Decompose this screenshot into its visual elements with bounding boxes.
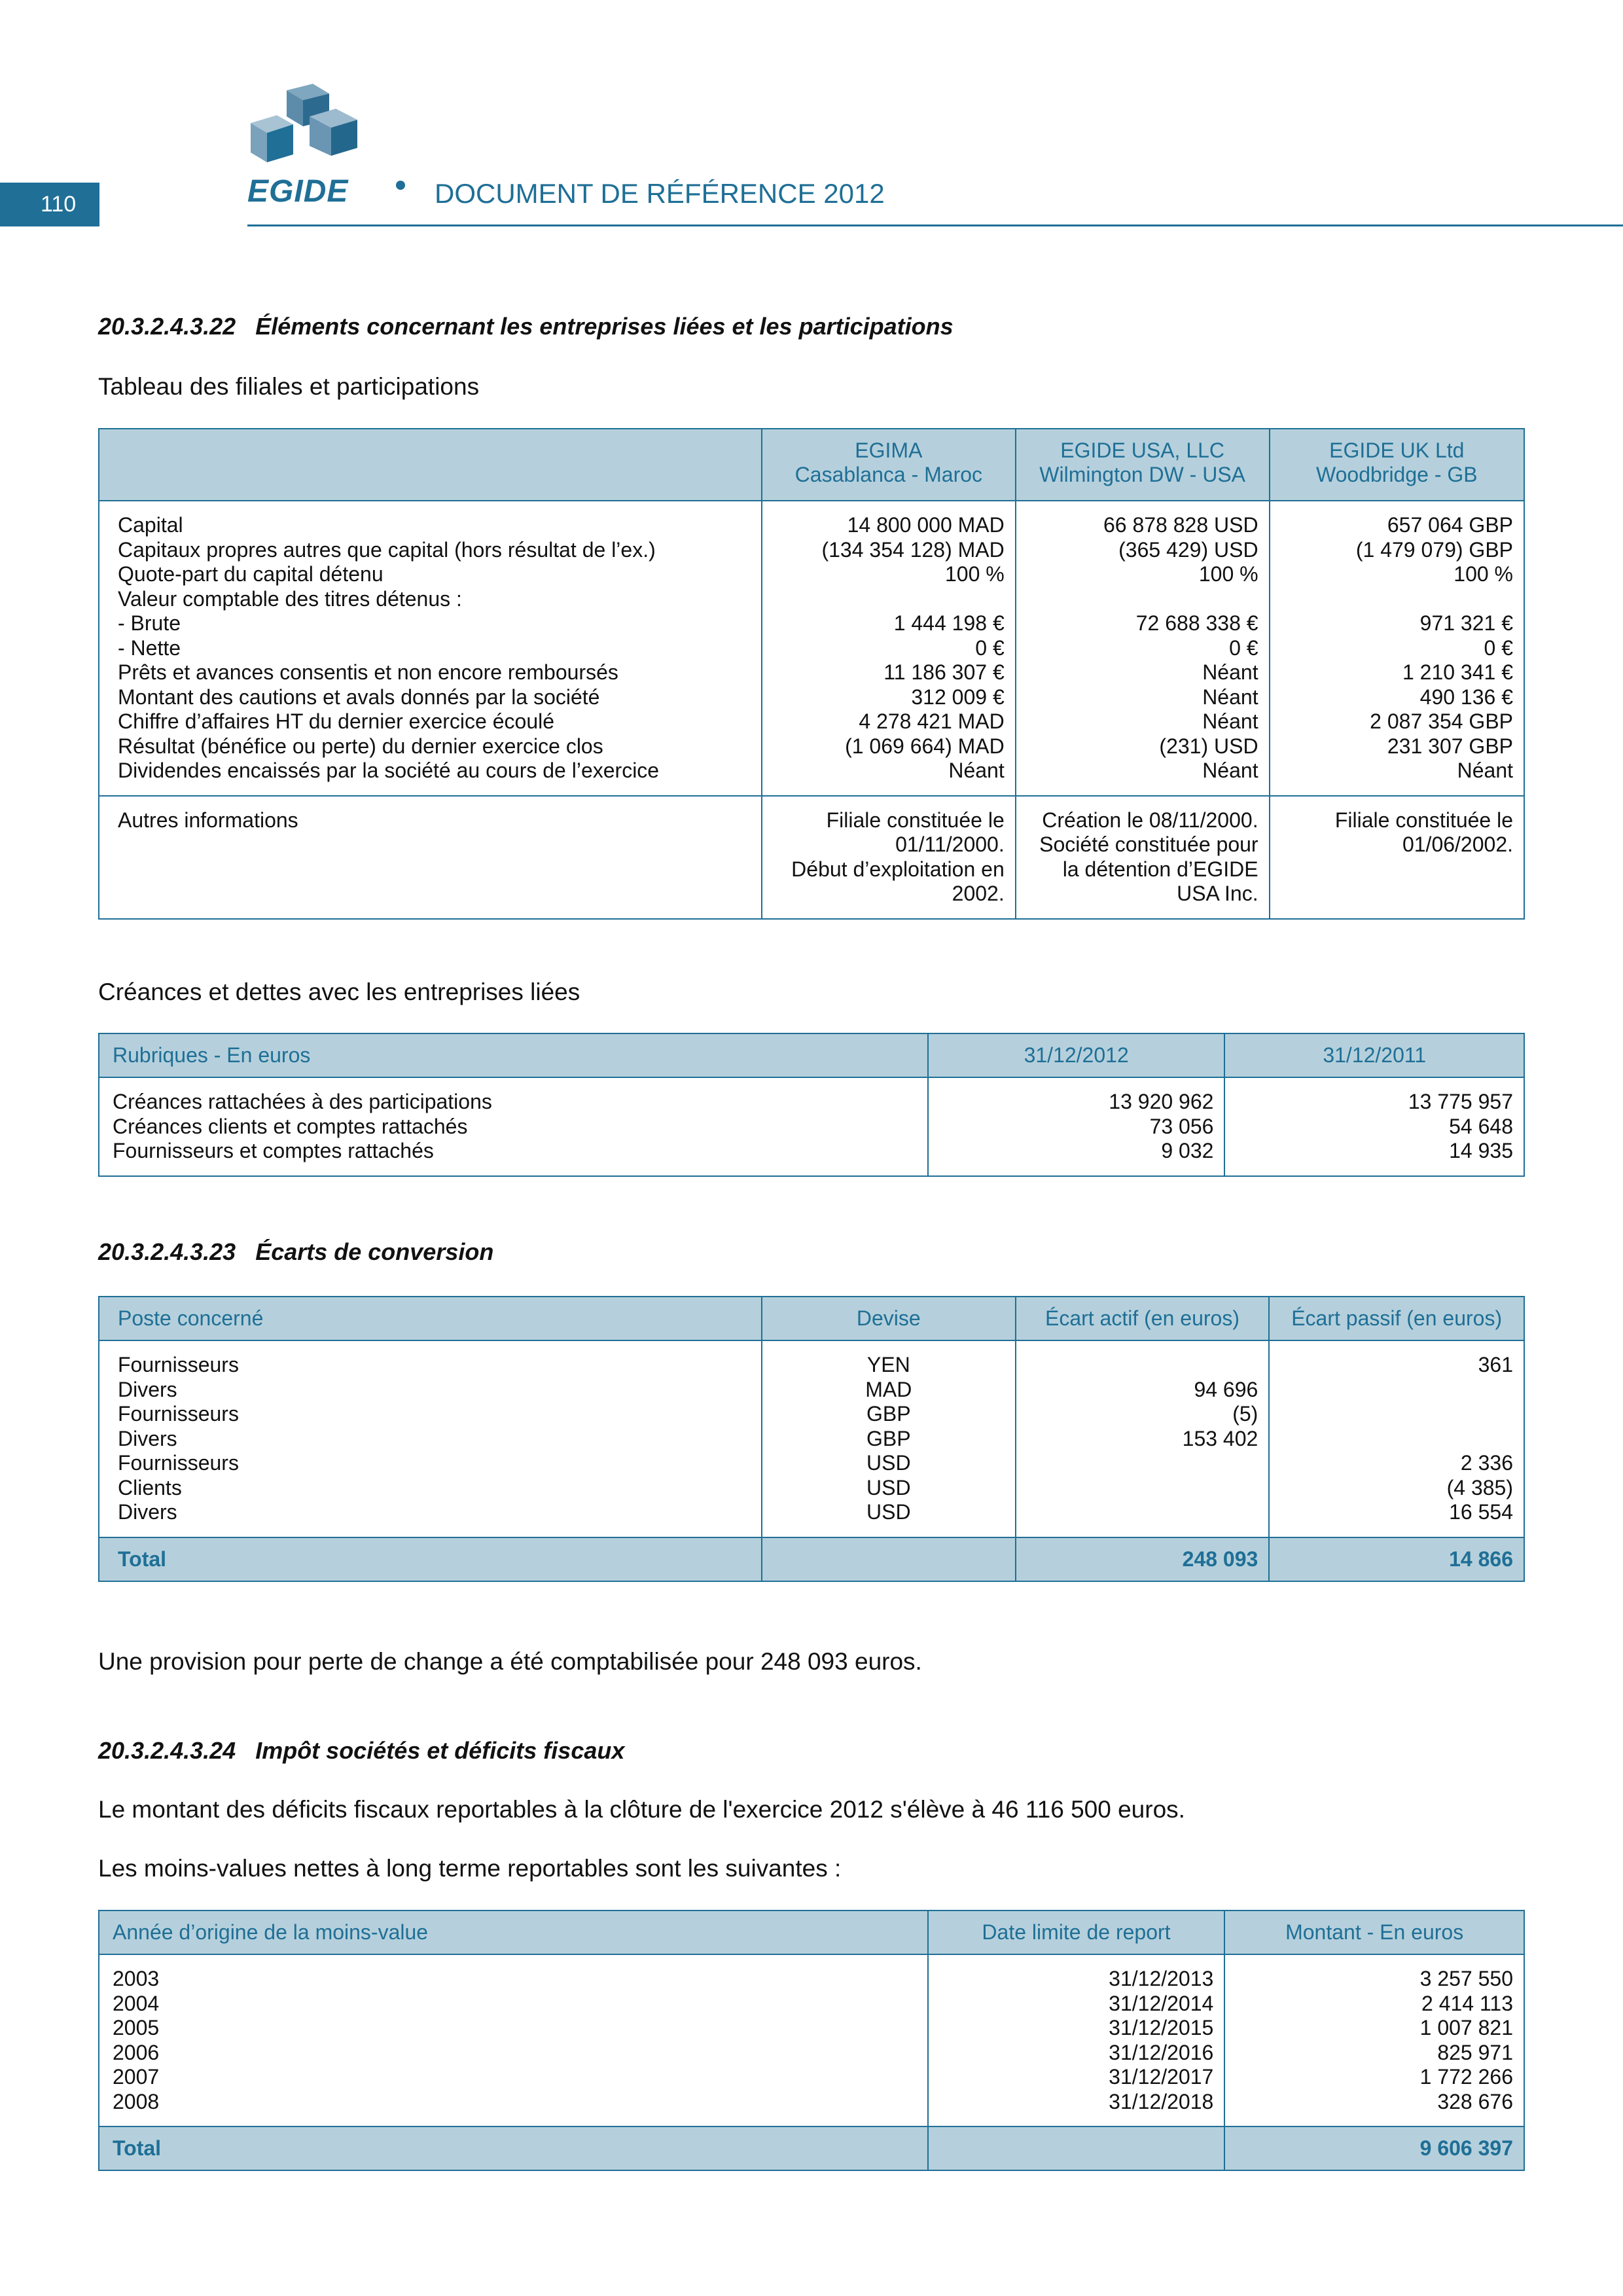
header-egide-usa: EGIDE USA, LLC Wilmington DW - USA [1016,429,1270,501]
total-actif: 248 093 [1016,1537,1270,1581]
section-heading: Éléments concernant les entreprises liées et les participations [255,313,954,340]
table-header-row [99,429,1524,501]
table-row [99,1340,1524,1537]
section-number: 20.3.2.4.3.24 [98,1737,236,1764]
document-title: DOCUMENT DE RÉFÉRENCE 2012 [435,178,885,209]
total-label: Total [99,1537,762,1581]
table-header-row [99,1033,1524,1077]
section-title-22 [98,313,954,340]
section-title-23 [98,1238,493,1266]
total-row [99,1537,1524,1581]
page-number: 110 [0,183,99,226]
header-poste: Poste concerné [99,1297,762,1340]
table-row [99,1954,1524,2126]
total-row [99,2126,1524,2170]
section-number: 20.3.2.4.3.23 [98,1238,236,1265]
egide-usa-values-cell: 66 878 828 USD (365 429) USD 100 % 72 688 338 € 0 € Néant Néant Néant (231) USD Néant [1016,501,1270,796]
total-amount: 9 606 397 [1224,2126,1524,2170]
provision-note: Une provision pour perte de change a été comptabilisée pour 248 093 euros. [98,1648,922,1675]
creances-table [98,1033,1525,1177]
conversion-table [98,1296,1525,1582]
deficits-paragraph: Le montant des déficits fiscaux reportables à la clôture de l'exercice 2012 s'élève à 46 116 500 euros. [98,1796,1185,1823]
limits-cell: 31/12/2013 31/12/2014 31/12/2015 31/12/2016 31/12/2017 31/12/2018 [928,1954,1225,2126]
header-rubriques: Rubriques - En euros [99,1033,928,1077]
header-divider [247,224,1623,226]
table-header-row [99,1910,1524,1954]
moins-values-table [98,1910,1525,2171]
total-devise-empty [762,1537,1016,1581]
header-egide-uk: EGIDE UK Ltd Woodbridge - GB [1270,429,1524,501]
section-number: 20.3.2.4.3.22 [98,313,236,340]
header-annee: Année d’origine de la moins-value [99,1910,928,1954]
row-labels-cell: Capital Capitaux propres autres que capital (hors résultat de l’ex.) Quote-part du capital détenu Valeur comptable des titres détenus : - Brute - Nette Prêts et avances consentis et non encore remboursés Montant des cautions et avals donnés par la société Chiffre d’affaires HT du dernier exercice écoulé Résultat (bénéfice ou perte) du dernier exercice clos Dividendes encaissés par la société au cours de l’exercice [99,501,762,796]
devise-cell: YEN MAD GBP GBP USD USD USD [762,1340,1016,1537]
header-empty-cell [99,429,762,501]
total-passif: 14 866 [1269,1537,1524,1581]
moins-values-paragraph: Les moins-values nettes à long terme reportables sont les suivantes : [98,1855,842,1882]
subsidiaries-table [98,428,1525,920]
header-2011: 31/12/2011 [1224,1033,1524,1077]
amounts-cell: 3 257 550 2 414 113 1 007 821 825 971 1 772 266 328 676 [1224,1954,1524,2126]
table-row [99,501,1524,796]
section-heading: Impôt sociétés et déficits fiscaux [255,1737,625,1764]
creances-2012-cell: 13 920 962 73 056 9 032 [928,1077,1225,1176]
creances-labels-cell: Créances rattachées à des participations Créances clients et comptes rattachés Fournisseurs et comptes rattachés [99,1077,928,1176]
header-devise: Devise [762,1297,1016,1340]
section-title-24 [98,1737,624,1765]
egima-values-cell: 14 800 000 MAD (134 354 128) MAD 100 % 1 444 198 € 0 € 11 186 307 € 312 009 € 4 278 421 MAD (1 069 664) MAD Néant [762,501,1016,796]
header-egima: EGIMA Casablanca - Maroc [762,429,1016,501]
total-label: Total [99,2126,928,2170]
header-bullet-icon [396,181,405,190]
other-info-label: Autres informations [99,796,762,919]
egide-logo-text: EGIDE [247,174,349,209]
ecart-actif-cell: 94 696 (5) 153 402 [1016,1340,1270,1537]
table-header-row [99,1297,1524,1340]
creances-2011-cell: 13 775 957 54 648 14 935 [1224,1077,1524,1176]
header-date-limite: Date limite de report [928,1910,1225,1954]
total-limit-empty [928,2126,1225,2170]
header-ecart-actif: Écart actif (en euros) [1016,1297,1270,1340]
header-montant: Montant - En euros [1224,1910,1524,1954]
poste-cell: Fournisseurs Divers Fournisseurs Divers Fournisseurs Clients Divers [99,1340,762,1537]
egima-other-info: Filiale constituée le 01/11/2000. Début d’exploitation en 2002. [762,796,1016,919]
section-heading: Écarts de conversion [255,1238,494,1265]
subsidiaries-subtitle: Tableau des filiales et participations [98,373,480,400]
egide-uk-other-info: Filiale constituée le 01/06/2002. [1270,796,1524,919]
egide-usa-other-info: Création le 08/11/2000. Société constituée pour la détention d’EGIDE USA Inc. [1016,796,1270,919]
header-ecart-passif: Écart passif (en euros) [1269,1297,1524,1340]
table-row [99,1077,1524,1176]
ecart-passif-cell: 361 2 336 (4 385) 16 554 [1269,1340,1524,1537]
egide-uk-values-cell: 657 064 GBP (1 479 079) GBP 100 % 971 321 € 0 € 1 210 341 € 490 136 € 2 087 354 GBP 231 307 GBP Néant [1270,501,1524,796]
table-row [99,796,1524,919]
creances-title: Créances et dettes avec les entreprises liées [98,978,580,1005]
years-cell: 2003 2004 2005 2006 2007 2008 [99,1954,928,2126]
header-2012: 31/12/2012 [928,1033,1225,1077]
